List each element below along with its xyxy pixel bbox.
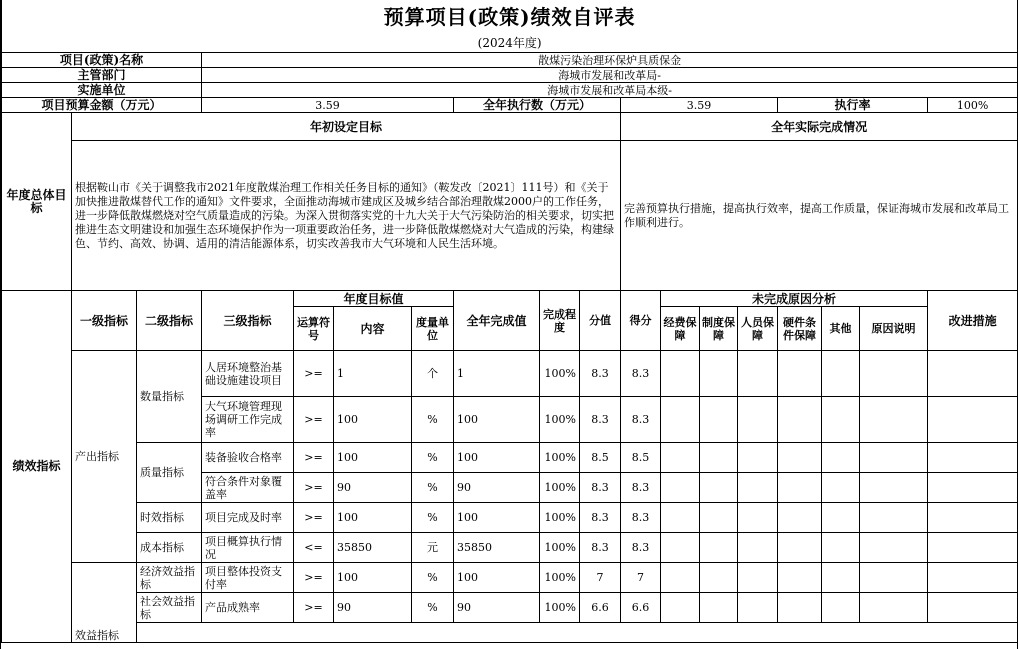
indicator-actual: 1 xyxy=(454,351,540,397)
empty-cell xyxy=(738,351,778,397)
indicator-content: 100 xyxy=(334,503,412,533)
empty-cell xyxy=(700,503,738,533)
group-output: 产出指标 xyxy=(72,351,137,563)
indicator-name: 产品成熟率 xyxy=(202,593,294,623)
indicator-unit: % xyxy=(412,503,454,533)
initial-goal-header: 年初设定目标 xyxy=(72,113,621,141)
sub-econ: 经济效益指标 xyxy=(137,563,202,593)
actual-goal-text: 完善预算执行措施，提高执行效率，提高工作质量，保证海城市发展和改革局工作顺利进行。 xyxy=(621,141,1018,291)
sub-time: 时效指标 xyxy=(137,503,202,533)
project-name-label: 项目(政策)名称 xyxy=(2,53,202,68)
empty-cell xyxy=(778,443,822,473)
empty-cell xyxy=(822,443,860,473)
dept-label: 主管部门 xyxy=(2,68,202,83)
indicator-score: 8.3 xyxy=(580,351,621,397)
col-level2: 二级指标 xyxy=(137,291,202,351)
empty-cell xyxy=(928,533,1018,563)
indicator-unit: % xyxy=(412,593,454,623)
indicator-op: <= xyxy=(294,533,334,563)
indicator-unit: 个 xyxy=(412,351,454,397)
empty-cell xyxy=(778,593,822,623)
indicator-got: 8.3 xyxy=(621,473,661,503)
empty-cell xyxy=(778,351,822,397)
perf-section-label: 绩效指标 xyxy=(2,291,72,643)
indicator-name: 项目整体投资支付率 xyxy=(202,563,294,593)
col-degree: 完成程度 xyxy=(540,291,580,351)
col-r1: 经费保障 xyxy=(661,307,700,351)
col-level1: 一级指标 xyxy=(72,291,137,351)
empty-cell xyxy=(928,397,1018,443)
empty-cell xyxy=(778,563,822,593)
col-reason: 未完成原因分析 xyxy=(661,291,928,307)
indicator-degree: 100% xyxy=(540,443,580,473)
indicator-actual: 100 xyxy=(454,503,540,533)
budget-label: 项目预算金额（万元） xyxy=(2,98,202,113)
indicator-got: 8.3 xyxy=(621,351,661,397)
empty-cell xyxy=(700,443,738,473)
rate-value: 100% xyxy=(928,98,1018,113)
empty-cell xyxy=(700,351,738,397)
indicator-content: 1 xyxy=(334,351,412,397)
indicator-unit: % xyxy=(412,397,454,443)
empty-cell xyxy=(928,473,1018,503)
empty-cell xyxy=(928,593,1018,623)
indicator-name: 装备验收合格率 xyxy=(202,443,294,473)
empty-cell xyxy=(738,593,778,623)
indicator-degree: 100% xyxy=(540,563,580,593)
indicator-unit: % xyxy=(412,563,454,593)
empty-cell xyxy=(928,443,1018,473)
indicator-unit: 元 xyxy=(412,533,454,563)
indicator-name: 大气环境管理现场调研工作完成率 xyxy=(202,397,294,443)
empty-cell xyxy=(700,533,738,563)
indicator-unit: % xyxy=(412,443,454,473)
empty-cell xyxy=(778,503,822,533)
indicator-actual: 100 xyxy=(454,443,540,473)
indicator-name: 项目完成及时率 xyxy=(202,503,294,533)
col-unit: 度量单位 xyxy=(412,307,454,351)
indicator-got: 8.3 xyxy=(621,397,661,443)
empty-cell xyxy=(822,503,860,533)
empty-cell xyxy=(860,503,928,533)
col-r2: 制度保障 xyxy=(700,307,738,351)
empty-cell xyxy=(928,351,1018,397)
indicator-degree: 100% xyxy=(540,351,580,397)
col-op: 运算符号 xyxy=(294,307,334,351)
empty-cell xyxy=(860,593,928,623)
col-r3: 人员保障 xyxy=(738,307,778,351)
indicator-op: >= xyxy=(294,443,334,473)
col-r4: 硬件条件保障 xyxy=(778,307,822,351)
exec-value: 3.59 xyxy=(621,98,778,113)
actual-goal-header: 全年实际完成情况 xyxy=(621,113,1018,141)
indicator-name: 项目概算执行情况 xyxy=(202,533,294,563)
empty-cell xyxy=(822,563,860,593)
unit-label: 实施单位 xyxy=(2,83,202,98)
empty-cell xyxy=(860,563,928,593)
indicator-got: 8.3 xyxy=(621,533,661,563)
empty-cell xyxy=(928,563,1018,593)
empty-cell xyxy=(928,503,1018,533)
col-content: 内容 xyxy=(334,307,412,351)
empty-cell xyxy=(700,593,738,623)
indicator-content: 35850 xyxy=(334,533,412,563)
empty-cell xyxy=(778,397,822,443)
indicator-score: 8.3 xyxy=(580,503,621,533)
empty-cell xyxy=(738,397,778,443)
empty-cell xyxy=(661,533,700,563)
indicator-content: 100 xyxy=(334,443,412,473)
empty-cell xyxy=(860,473,928,503)
unit-value: 海城市发展和改革局本级- xyxy=(202,83,1018,98)
empty-cell xyxy=(860,533,928,563)
empty-cell xyxy=(822,351,860,397)
empty-cell xyxy=(661,563,700,593)
empty-cell xyxy=(778,533,822,563)
empty-cell xyxy=(822,533,860,563)
indicator-content: 100 xyxy=(334,397,412,443)
indicator-score: 8.3 xyxy=(580,397,621,443)
indicator-unit: % xyxy=(412,473,454,503)
indicator-op: >= xyxy=(294,503,334,533)
indicator-degree: 100% xyxy=(540,397,580,443)
initial-goal-text: 根据鞍山市《关于调整我市2021年度散煤治理工作相关任务目标的通知》（鞍发改〔2021〕111号）和《关于加快推进散煤替代工作的通知》文件要求，全面推动海城市建成区及城乡结合部治理散煤2000户的工作任务，进一步降低散煤燃烧对空气质量造成的污染。为深入贯彻落实党的十九大关于大气污染防治的相关要求，切实把推进生态文明建设和加强生态环境保护作为一项重要政治任务，进一步降低散煤燃烧对大气造成的污染，构建绿色、节约、高效、协调、适用的清洁能源体系，切实改善我市大气环境和人民生活环境。 xyxy=(72,141,621,291)
empty-cell xyxy=(700,563,738,593)
empty-cell xyxy=(661,351,700,397)
indicator-actual: 100 xyxy=(454,563,540,593)
indicator-op: >= xyxy=(294,563,334,593)
indicator-score: 8.3 xyxy=(580,533,621,563)
empty-cell xyxy=(700,397,738,443)
empty-cell xyxy=(738,533,778,563)
empty-cell xyxy=(137,623,1018,643)
empty-cell xyxy=(738,443,778,473)
empty-cell xyxy=(738,503,778,533)
indicator-actual: 100 xyxy=(454,397,540,443)
indicator-actual: 35850 xyxy=(454,533,540,563)
sub-quantity: 数量指标 xyxy=(137,351,202,443)
exec-label: 全年执行数（万元） xyxy=(454,98,621,113)
col-fix: 改进措施 xyxy=(928,291,1018,351)
empty-cell xyxy=(738,563,778,593)
indicator-op: >= xyxy=(294,593,334,623)
indicator-actual: 90 xyxy=(454,473,540,503)
indicator-degree: 100% xyxy=(540,533,580,563)
indicator-got: 8.3 xyxy=(621,503,661,533)
indicator-content: 90 xyxy=(334,593,412,623)
indicator-score: 7 xyxy=(580,563,621,593)
empty-cell xyxy=(661,503,700,533)
project-name-value: 散煤污染治理环保炉具质保金 xyxy=(202,53,1018,68)
empty-cell xyxy=(860,351,928,397)
indicator-op: >= xyxy=(294,351,334,397)
empty-cell xyxy=(738,473,778,503)
col-level3: 三级指标 xyxy=(202,291,294,351)
col-actual: 全年完成值 xyxy=(454,291,540,351)
page-title: 预算项目(政策)绩效自评表 xyxy=(2,0,1018,34)
indicator-degree: 100% xyxy=(540,473,580,503)
indicator-actual: 90 xyxy=(454,593,540,623)
empty-cell xyxy=(822,397,860,443)
evaluation-table xyxy=(1,0,1018,643)
group-benefit: 效益指标 xyxy=(72,563,137,643)
indicator-score: 6.6 xyxy=(580,593,621,623)
sub-social: 社会效益指标 xyxy=(137,593,202,623)
empty-cell xyxy=(661,593,700,623)
empty-cell xyxy=(661,473,700,503)
indicator-score: 8.5 xyxy=(580,443,621,473)
empty-cell xyxy=(700,473,738,503)
empty-cell xyxy=(661,443,700,473)
empty-cell xyxy=(860,443,928,473)
indicator-name: 符合条件对象覆盖率 xyxy=(202,473,294,503)
col-r6: 原因说明 xyxy=(860,307,928,351)
col-r5: 其他 xyxy=(822,307,860,351)
indicator-name: 人居环境整治基础设施建设项目 xyxy=(202,351,294,397)
indicator-degree: 100% xyxy=(540,593,580,623)
col-score: 分值 xyxy=(580,291,621,351)
indicator-op: >= xyxy=(294,473,334,503)
indicator-got: 6.6 xyxy=(621,593,661,623)
empty-cell xyxy=(860,397,928,443)
sub-cost: 成本指标 xyxy=(137,533,202,563)
report-year: (2024年度) xyxy=(2,34,1018,53)
empty-cell xyxy=(822,593,860,623)
rate-label: 执行率 xyxy=(778,98,928,113)
indicator-got: 8.5 xyxy=(621,443,661,473)
budget-value: 3.59 xyxy=(202,98,454,113)
indicator-content: 100 xyxy=(334,563,412,593)
dept-value: 海城市发展和改革局- xyxy=(202,68,1018,83)
empty-cell xyxy=(822,473,860,503)
indicator-content: 90 xyxy=(334,473,412,503)
empty-cell xyxy=(778,473,822,503)
indicator-got: 7 xyxy=(621,563,661,593)
indicator-score: 8.3 xyxy=(580,473,621,503)
col-got: 得分 xyxy=(621,291,661,351)
indicator-op: >= xyxy=(294,397,334,443)
sub-quality: 质量指标 xyxy=(137,443,202,503)
col-target: 年度目标值 xyxy=(294,291,454,307)
empty-cell xyxy=(661,397,700,443)
annual-goal-label: 年度总体目标 xyxy=(2,113,72,291)
indicator-degree: 100% xyxy=(540,503,580,533)
